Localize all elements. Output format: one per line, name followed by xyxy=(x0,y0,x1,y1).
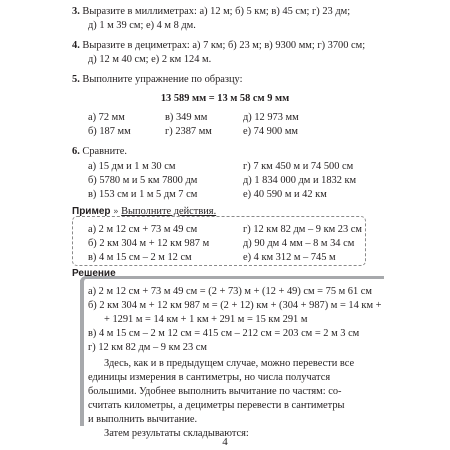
solution-bar xyxy=(80,280,84,426)
solution-paragraph-line: считать километры, а дециметры перевести в сантиметры xyxy=(88,400,345,411)
page-number: 4 xyxy=(222,436,228,448)
solution-bracket xyxy=(80,276,384,285)
exercise-6-item: в) 153 см и 1 м 5 дм 7 см xyxy=(88,189,198,200)
solution-paragraph-line: единицы измерения в сантиметры, но числа получатся xyxy=(88,372,331,383)
exercise-3-number: 3. xyxy=(72,6,80,17)
example-item: б) 2 км 304 м + 12 км 987 м xyxy=(88,238,210,249)
exercise-6-number: 6. xyxy=(72,146,80,157)
solution-line: а) 2 м 12 см + 73 м 49 см = (2 + 73) м + (12 + 49) см = 75 м 61 см xyxy=(88,286,372,297)
exercise-6-item: г) 7 км 450 м и 74 500 см xyxy=(243,161,354,172)
exercise-6-heading xyxy=(72,146,127,158)
double-chevron-right-icon: » xyxy=(113,207,119,217)
exercise-4-text: Выразите в дециметрах: а) 7 км; б) 23 м; в) 9300 мм; г) 3700 см; xyxy=(82,40,366,51)
exercise-5-item: е) 74 900 мм xyxy=(243,126,298,137)
solution-line: б) 2 км 304 м + 12 км 987 м = (2 + 12) км + (304 + 987) м = 14 км + xyxy=(88,300,382,311)
solution-paragraph-line: Затем результаты складываются: xyxy=(104,428,249,439)
solution-label: Решение xyxy=(72,268,116,279)
solution-paragraph-line: и выполнить вычитание. xyxy=(88,414,198,425)
exercise-3-text: Выразите в миллиметрах: а) 12 м; б) 5 км; в) 45 см; г) 23 дм; xyxy=(82,6,351,17)
example-item: е) 4 км 312 м – 745 м xyxy=(243,252,336,263)
exercise-6-item: е) 40 590 м и 42 км xyxy=(243,189,327,200)
solution-line: + 1291 м = 14 км + 1 км + 291 м = 15 км 291 м xyxy=(104,314,308,325)
exercise-4-line-1 xyxy=(72,40,365,52)
solution-line: в) 4 м 15 см – 2 м 12 см = 415 см – 212 см = 203 см = 2 м 3 см xyxy=(88,328,360,339)
exercise-5-item: в) 349 мм xyxy=(165,112,208,123)
exercise-3-line-2: д) 1 м 39 см; е) 4 м 8 дм. xyxy=(88,20,196,31)
exercise-6-item: а) 15 дм и 1 м 30 см xyxy=(88,161,176,172)
example-item: д) 90 дм 4 мм – 8 м 34 см xyxy=(243,238,355,249)
exercise-5-heading xyxy=(72,74,243,86)
exercise-5-item: д) 12 973 мм xyxy=(243,112,299,123)
exercise-5-number: 5. xyxy=(72,74,80,85)
exercise-5-item: г) 2387 мм xyxy=(165,126,212,137)
exercise-5-item: а) 72 мм xyxy=(88,112,125,123)
exercise-3-line-1 xyxy=(72,6,350,18)
example-item: г) 12 км 82 дм – 9 км 23 см xyxy=(243,224,362,235)
exercise-5-sample: 13 589 мм = 13 м 58 см 9 мм xyxy=(160,93,290,104)
solution-paragraph-line: Здесь, как и в предыдущем случае, можно перевести все xyxy=(104,358,355,369)
exercise-6-text: Сравните. xyxy=(82,146,127,157)
exercise-6-item: б) 5780 м и 5 км 7800 дм xyxy=(88,175,198,186)
solution-line: г) 12 км 82 дм – 9 км 23 см xyxy=(88,342,207,353)
exercise-5-item: б) 187 мм xyxy=(88,126,131,137)
example-item: в) 4 м 15 см – 2 м 12 см xyxy=(88,252,192,263)
solution-paragraph-line: большими. Удобнее выполнить вычитание по частям: со- xyxy=(88,386,342,397)
example-text: Выполните действия. xyxy=(121,206,217,217)
exercise-5-text: Выполните упражнение по образцу: xyxy=(82,74,243,85)
exercise-6-item: д) 1 834 000 дм и 1832 км xyxy=(243,175,357,186)
example-item: а) 2 м 12 см + 73 м 49 см xyxy=(88,224,198,235)
example-label: Пример xyxy=(72,206,111,217)
exercise-4-line-2: д) 12 м 40 см; е) 2 км 124 м. xyxy=(88,54,212,65)
exercise-4-number: 4. xyxy=(72,40,80,51)
